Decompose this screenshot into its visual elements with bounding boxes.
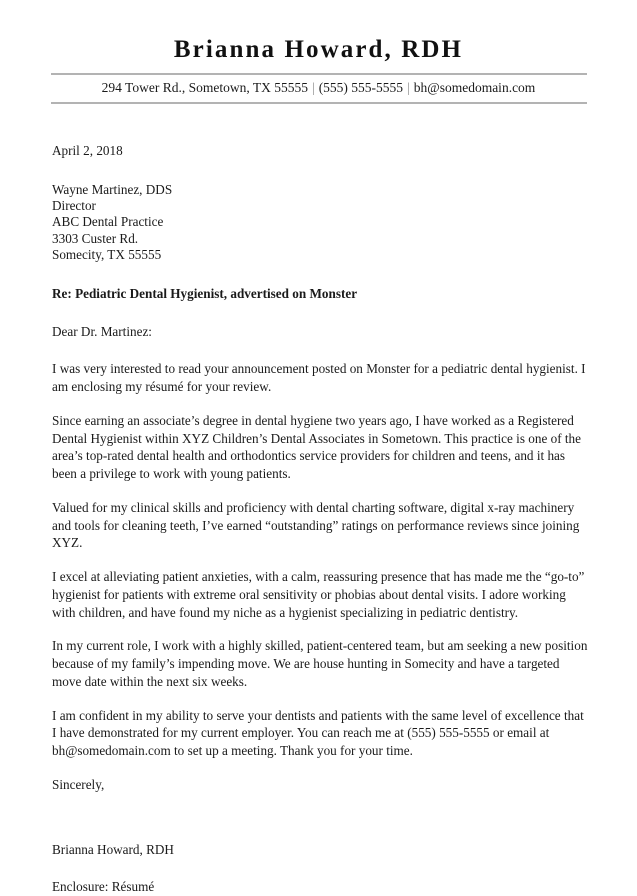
recipient-address-block [52,182,588,264]
salutation: Dear Dr. Martinez: [52,323,152,339]
body-paragraph: I am confident in my ability to serve your dentists and patients with the same level of excellence that I have demonstrated for my current employer. You can reach me at (555) 555-5555 or email at bh@somedomain.com to set up a meeting. Thank you for your time. [52,707,584,759]
contact-separator-1: | [311,79,315,95]
body-paragraph: Since earning an associate’s degree in dental hygiene two years ago, I have worked as a Registered Dental Hygienist within XYZ Children’s Dental Associates in Sometown. This practice is one of the area’s top-rated dental health and orthodontics service providers for children and teens, and it has been a privilege to work with young patients. [52,412,581,482]
letterhead-email: bh@somedomain.com [413,79,536,95]
closing-salutation: Sincerely, [52,776,105,792]
subject-line: Re: Pediatric Dental Hygienist, advertised on Monster [52,286,358,302]
recipient-city-state-zip: Somecity, TX 55555 [52,246,162,262]
letterhead-rule-band [51,73,587,104]
recipient-title: Director [52,197,96,213]
letter-content [0,142,637,896]
contact-separator-2: | [407,79,410,95]
body-paragraph: Valued for my clinical skills and proficiency with dental charting software, digital x-ray machinery and tools for cleaning teeth, I’ve earned “outstanding” ratings on performance reviews since joining XYZ. [52,499,580,551]
body-paragraphs [52,360,588,760]
body-paragraph: I excel at alleviating patient anxieties, with a calm, reassuring presence that has made me the “go-to” hygienist for patients with extreme oral sensitivity or phobias about dental visits. I adore working with children, and have found my niche as a hygienist specializing in pediatric dentistry. [52,569,585,620]
recipient-name: Wayne Martinez, DDS [52,181,173,197]
signature-name: Brianna Howard, RDH [52,842,174,858]
letterhead-contact-line [51,79,587,97]
body-paragraph: In my current role, I work with a highly skilled, patient-centered team, but am seeking a new position because of my family’s impending move. We are house hunting in Somecity and have a targeted move date within the next six weeks. [52,638,588,689]
date-line: April 2, 2018 [52,142,123,158]
enclosure-line: Enclosure: Résumé [52,879,155,894]
body-paragraph: I was very interested to read your announcement posted on Monster for a pediatric dental hygienist. I am enclosing my résumé for your review. [52,361,586,395]
letterhead [0,0,637,104]
recipient-company: ABC Dental Practice [52,214,164,230]
recipient-street: 3303 Custer Rd. [52,230,139,246]
letterhead-name: Brianna Howard, RDH [173,36,464,63]
letterhead-address: 294 Tower Rd., Sometown, TX 55555 [101,79,308,95]
letterhead-phone: (555) 555-5555 [318,79,404,95]
